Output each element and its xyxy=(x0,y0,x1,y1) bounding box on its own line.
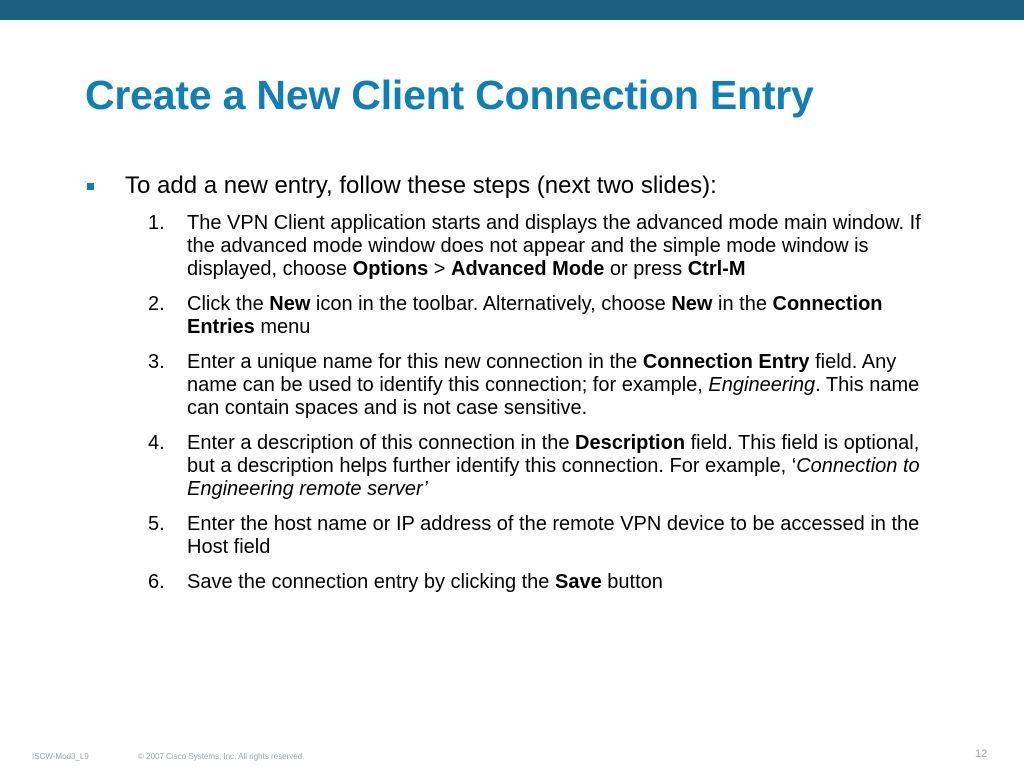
step-text-run: . This name can contain spaces and is not case sensitive. xyxy=(187,374,920,419)
step-text-run: > xyxy=(428,258,452,280)
step-italic-text: Engineering xyxy=(708,374,816,396)
step-bold-term: Ctrl-M xyxy=(687,258,746,280)
step-bold-term: Connection Entry xyxy=(642,351,810,373)
step-text-run: in the xyxy=(712,293,773,315)
step-item xyxy=(140,351,950,420)
step-bold-term: New xyxy=(671,293,713,315)
slide-title: Create a New Client Connection Entry xyxy=(85,72,814,118)
step-bold-term: Advanced Mode xyxy=(451,258,605,280)
step-item xyxy=(140,432,950,501)
step-number: 6. xyxy=(148,571,165,593)
top-banner-bar xyxy=(0,0,1024,20)
step-item xyxy=(140,212,950,281)
step-text-run: button xyxy=(601,571,663,593)
step-text-run: or press xyxy=(604,258,688,280)
step-text-run: field. Any name can be used to identify this connection; for example, xyxy=(187,351,897,396)
step-text-run: The VPN Client application starts and displays the advanced mode main window. If the advanced mode window does not appear and the simple mode window is displayed, choose xyxy=(187,212,921,280)
step-text-run: field. This field is optional, but a description helps further identify this connection. For example, ‘ xyxy=(187,432,920,477)
step-text-run: Click the xyxy=(187,293,270,315)
main-bullet-text: To add a new entry, follow these steps (next two slides): xyxy=(125,172,717,199)
step-number: 1. xyxy=(148,212,165,234)
step-text xyxy=(187,571,663,593)
step-text-run: menu xyxy=(254,316,311,338)
step-text xyxy=(187,432,920,500)
step-number: 4. xyxy=(148,432,165,454)
step-text-run: Enter a description of this connection in the xyxy=(187,432,576,454)
step-italic-text: Connection to Engineering remote server’ xyxy=(187,455,920,500)
step-bold-term: New xyxy=(269,293,311,315)
steps-list xyxy=(140,212,950,606)
footer-module-code: ISCW-Mod3_L9 xyxy=(32,752,89,761)
step-text xyxy=(187,293,883,338)
step-item xyxy=(140,571,950,594)
slide-number: 12 xyxy=(975,748,988,760)
step-item xyxy=(140,293,950,339)
step-text-run: Save the connection entry by clicking the xyxy=(187,571,555,593)
step-text xyxy=(187,351,919,419)
square-bullet-icon xyxy=(87,183,94,190)
step-text-run: Enter a unique name for this new connection in the xyxy=(187,351,643,373)
step-text xyxy=(187,513,919,558)
step-text-run: Enter the host name or IP address of the remote VPN device to be accessed in the Host field xyxy=(187,513,920,558)
step-number: 2. xyxy=(148,293,165,315)
step-item xyxy=(140,513,950,559)
step-bold-term: Connection Entries xyxy=(187,293,883,338)
step-bold-term: Options xyxy=(352,258,429,280)
step-number: 3. xyxy=(148,351,165,373)
step-bold-term: Save xyxy=(555,571,602,593)
step-number: 5. xyxy=(148,513,165,535)
step-text-run: icon in the toolbar. Alternatively, choose xyxy=(310,293,672,315)
footer-copyright: © 2007 Cisco Systems, Inc. All rights reserved. xyxy=(138,752,305,761)
step-bold-term: Description xyxy=(575,432,686,454)
step-text xyxy=(187,212,921,280)
